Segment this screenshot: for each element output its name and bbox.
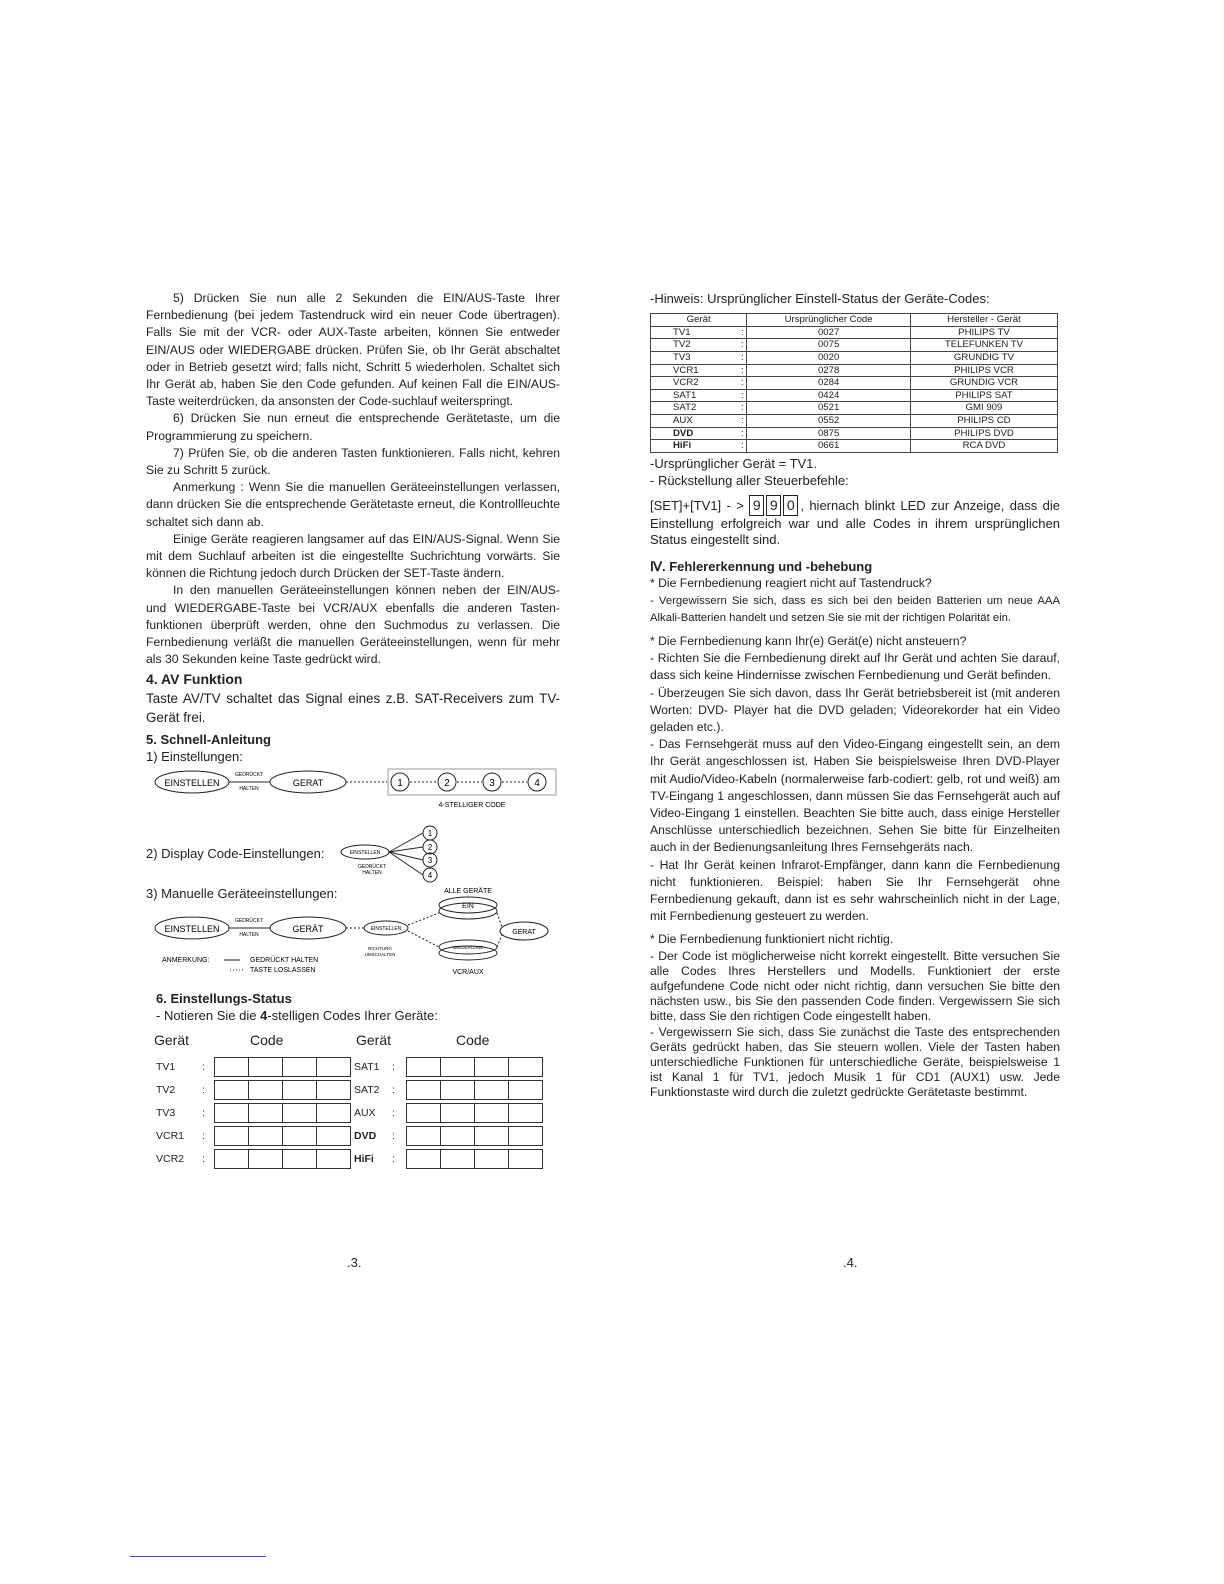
- code-box: [214, 1126, 249, 1146]
- step-3-label: 3) Manuelle Geräteeinstellungen:: [146, 886, 338, 902]
- cell-maker: PHILIPS DVD: [910, 427, 1057, 440]
- code-row: [651, 402, 1058, 415]
- code-boxes: [214, 1103, 354, 1123]
- device-label: TV2: [156, 1083, 176, 1096]
- heading-troubleshoot: Ⅳ. Fehlererkennung und -behebung: [650, 559, 873, 575]
- colon: :: [202, 1129, 205, 1142]
- code-box: [406, 1057, 441, 1077]
- th-hersteller: Hersteller - Gerät: [910, 314, 1057, 327]
- d3-ein: EIN: [462, 903, 474, 911]
- page-number-right: .4.: [843, 1255, 858, 1270]
- cell-maker: TELEFUNKEN TV: [910, 339, 1057, 352]
- code-row: [651, 377, 1058, 390]
- code-box: [214, 1057, 249, 1077]
- digit-2: 9: [766, 495, 781, 516]
- device-label: TV1: [156, 1060, 176, 1073]
- d1-n1: 1: [397, 778, 403, 790]
- code-table: [650, 313, 1058, 453]
- right-page: [650, 290, 1060, 1101]
- code-box: [248, 1103, 283, 1123]
- d3-richtung: RICHTUNG: [368, 946, 392, 952]
- code-boxes: [406, 1126, 542, 1146]
- d1-geraet: GERAT: [292, 778, 324, 789]
- cell-colon: :: [738, 339, 747, 352]
- cell-code: 0027: [747, 326, 911, 339]
- th-code: Ursprünglicher Code: [747, 314, 911, 327]
- code-box: [406, 1103, 441, 1123]
- cell-code: 0278: [747, 364, 911, 377]
- code-box: [508, 1057, 543, 1077]
- cell-maker: GMI 909: [910, 402, 1057, 415]
- code-row: [651, 364, 1058, 377]
- hdr-geraet-2: Gerät: [356, 1032, 392, 1049]
- a3a: - Der Code ist möglicherweise nicht korrekt eingestellt. Bitte versuchen Sie alle Codes Ihres Herstellers und Modells. Funktioniert der erste aufgefundene Code nicht oder nicht richtig, dann versuchen Sie bitte den nächsten usw., bis Sie den passenden Code finden. Vergewissern Sie sich bitte, dass Sie den richtigen Code eingestellt haben.: [650, 948, 1060, 1024]
- code-box: [440, 1126, 475, 1146]
- cell-code: 0661: [747, 440, 911, 453]
- cell-code: 0284: [747, 377, 911, 390]
- cell-colon: :: [738, 414, 747, 427]
- a3b: - Vergewissern Sie sich, dass Sie zunächst die Taste des entsprechenden Geräts gedrückt haben, das Sie steuern wollen. Viele der Tasten haben unterschiedliche Funktionen für unterschiedliche Geräte, beispielsweise 1 ist Kanal 1 für TV1, jedoch Musik 1 für CD1 (AUX1) usw. Jede Funktionstaste wird durch die zuletzt gedrückte Gerätetaste bestimmt.: [650, 1024, 1060, 1100]
- code-box: [316, 1080, 351, 1100]
- diagram-settings: [146, 765, 560, 825]
- d2-n2: 2: [427, 843, 433, 853]
- cell-maker: PHILIPS CD: [910, 414, 1057, 427]
- code-box: [248, 1080, 283, 1100]
- device-label: HiFi: [354, 1152, 374, 1165]
- device-label: TV3: [156, 1106, 176, 1119]
- hdr-code-2: Code: [456, 1032, 490, 1049]
- code-boxes: [406, 1149, 542, 1169]
- code-box: [248, 1057, 283, 1077]
- code-box: [508, 1149, 543, 1169]
- cell-code: 0075: [747, 339, 911, 352]
- note-1: Anmerkung : Wenn Sie die manuellen Geräteeinstellungen verlassen, dann drücken Sie die entsprechende Gerätetaste erneut, die Kontrollleuchte schaltet sich dann ab.: [146, 480, 560, 529]
- device-label: VCR2: [156, 1152, 185, 1165]
- default-device: -Ursprünglicher Gerät = TV1.: [650, 455, 818, 471]
- cell-device: VCR1: [651, 364, 739, 377]
- cell-colon: :: [738, 427, 747, 440]
- code-boxes: [406, 1103, 542, 1123]
- cell-device: TV2: [651, 339, 739, 352]
- footer-line: [130, 1556, 266, 1557]
- step-1-label: 1) Einstellungen:: [146, 748, 243, 764]
- d1-einstellen: EINSTELLEN: [164, 778, 220, 789]
- cell-maker: RCA DVD: [910, 440, 1057, 453]
- code-box: [440, 1080, 475, 1100]
- digit-1: 9: [749, 495, 764, 516]
- colon: :: [392, 1060, 395, 1073]
- code-box: [214, 1103, 249, 1123]
- code-box: [508, 1126, 543, 1146]
- cell-device: SAT2: [651, 402, 739, 415]
- colon: :: [392, 1152, 395, 1165]
- d3-anmerkung: ANMERKUNG:: [162, 957, 210, 965]
- colon: :: [392, 1106, 395, 1119]
- q3: * Die Fernbedienung funktioniert nicht richtig.: [650, 932, 894, 947]
- code-box: [474, 1057, 509, 1077]
- code-boxes: [406, 1080, 542, 1100]
- d1-n2: 2: [444, 778, 450, 790]
- cell-device: VCR2: [651, 377, 739, 390]
- cell-code: 0020: [747, 351, 911, 364]
- d3-tl: TASTE LOSLASSEN: [250, 967, 316, 975]
- d2-n1: 1: [427, 829, 433, 839]
- cell-colon: :: [738, 351, 747, 364]
- code-box: [248, 1149, 283, 1169]
- code-boxes: [214, 1080, 354, 1100]
- cell-maker: PHILIPS SAT: [910, 389, 1057, 402]
- device-label: AUX: [354, 1106, 376, 1119]
- code-box: [406, 1126, 441, 1146]
- th-geraet: Gerät: [651, 314, 747, 327]
- q2: * Die Fernbedienung kann Ihr(e) Gerät(e) nicht ansteuern?: [650, 633, 967, 648]
- reset-instruction: [SET]+[TV1] - > 9 9 0 , hiernach blinkt LED zur Anzeige, dass die Einstellung erfolgreich war und alle Codes in ihrem ursprünglichen Status eingestellt sind.: [650, 497, 1060, 548]
- status-row: [156, 1125, 560, 1148]
- colon: :: [202, 1060, 205, 1073]
- reset-label: - Rückstellung aller Steuerbefehle:: [650, 472, 849, 488]
- cell-code: 0521: [747, 402, 911, 415]
- step-5: 5) Drücken Sie nun alle 2 Sekunden die EIN/AUS-Taste Ihrer Fernbedienung (bei jedem Tastendruck wird ein neuer Code übertragen). Falls Sie mit der VCR- oder AUX-Taste arbeiten, können Sie entweder EIN/AUS oder WIEDERGABE drücken. Prüfen Sie, ob Ihr Gerät abschaltet oder in Betrieb gesetzt wird; falls nicht, Schritt 5 wiederholen. Schaltet sich Ihr Gerät ab, haben Sie den Code gefunden. Auf keinen Fall die EIN/AUS-Taste weiterdrücken, da ansonsten der Code-suchlauf weiterspringt.: [146, 291, 560, 409]
- cell-maker: GRUNDIG VCR: [910, 377, 1057, 390]
- code-box: [474, 1149, 509, 1169]
- heading-status: 6. Einstellungs-Status: [156, 991, 292, 1007]
- colon: :: [202, 1083, 205, 1096]
- cell-colon: :: [738, 364, 747, 377]
- colon: :: [202, 1152, 205, 1165]
- cell-device: DVD: [651, 427, 739, 440]
- cell-colon: :: [738, 326, 747, 339]
- code-box: [474, 1080, 509, 1100]
- status-note: - Notieren Sie die 4-stelligen Codes Ihrer Geräte:: [156, 1008, 438, 1024]
- code-box: [282, 1149, 317, 1169]
- digit-3: 0: [783, 495, 798, 516]
- heading-quick: 5. Schnell-Anleitung: [146, 731, 271, 747]
- code-box: [282, 1080, 317, 1100]
- step-6: 6) Drücken Sie nun erneut die entsprechende Gerätetaste, um die Programmierung zu speichern.: [146, 411, 560, 443]
- code-box: [316, 1057, 351, 1077]
- cell-colon: :: [738, 402, 747, 415]
- diagram-manual: [146, 885, 560, 980]
- cell-colon: :: [738, 440, 747, 453]
- code-box: [316, 1103, 351, 1123]
- heading-av: 4. AV Funktion: [146, 671, 243, 688]
- code-box: [474, 1103, 509, 1123]
- d3-umschalten: UMSCHALTEN: [364, 952, 396, 958]
- a2c: - Das Fernsehgerät muss auf den Video-Eingang eingestellt sein, an dem Ihr Gerät angeschlossen ist. Haben Sie beispielsweise Ihren DVD-Player mit Audio/Video-Kabeln (normalerweise farb-codiert: gelb, rot und weiß) am TV-Eingang 1 angeschlossen, dann müssen Sie das Fernsehgerät auch auf Video-Eingang 1 einstellen. Beachten Sie bitte auch, dass einige Hersteller Anschlüsse unterschiedlich bezeichnen. Sehen Sie bitte für Einzelheiten auch in der Bedienungsanleitung Ihres Fernsehgeräts nach.: [650, 737, 1060, 855]
- status-row: [156, 1102, 560, 1125]
- step-7: 7) Prüfen Sie, ob die anderen Tasten funktionieren. Falls nicht, kehren Sie zu Schritt 5 zurück.: [146, 445, 560, 478]
- status-row: [156, 1056, 560, 1079]
- d3-alle: ALLE GERÄTE: [444, 888, 492, 896]
- code-row: [651, 440, 1058, 453]
- cell-maker: PHILIPS TV: [910, 326, 1057, 339]
- code-row: [651, 326, 1058, 339]
- code-box: [316, 1149, 351, 1169]
- d2-n3: 3: [427, 856, 433, 866]
- cell-code: 0875: [747, 427, 911, 440]
- code-box: [316, 1126, 351, 1146]
- hdr-geraet: Gerät: [154, 1032, 190, 1049]
- page-number-left: .3.: [347, 1255, 362, 1270]
- d3-vcraux: VCR/AUX: [452, 969, 484, 977]
- code-row: [651, 389, 1058, 402]
- diagram-manual-svg: [146, 885, 560, 980]
- a2d: - Hat Ihr Gerät keinen Infrarot-Empfänger, dann kann die Fernbedienung nicht funktionieren. Beispiel: haben Sie Ihr Fernsehgerät ohne Fernbedienung gekauft, dann ist es sehr wahrscheinlich nicht in der Lage, mit Fernbedienung gesteuert zu werden.: [650, 857, 1060, 924]
- step-2-label: 2) Display Code-Einstellungen:: [146, 846, 325, 862]
- d1-n3: 3: [489, 778, 495, 790]
- code-box: [282, 1057, 317, 1077]
- code-boxes: [214, 1057, 354, 1077]
- diagram-settings-svg: [146, 765, 560, 825]
- note-2: Einige Geräte reagieren langsamer auf das EIN/AUS-Signal. Wenn Sie mit dem Suchlauf arbeiten ist die eingestellte Suchrichtung vorwärts. Sie können die Richtung jedoch durch Drücken der SET-Taste ändern.: [146, 531, 560, 581]
- status-row: [156, 1079, 560, 1102]
- code-box: [440, 1057, 475, 1077]
- code-box: [248, 1126, 283, 1146]
- d3-geraet2: GERAT: [512, 929, 536, 937]
- cell-colon: :: [738, 377, 747, 390]
- d3-einstellen: EINSTELLEN: [164, 924, 220, 935]
- code-box: [214, 1149, 249, 1169]
- cell-code: 0424: [747, 389, 911, 402]
- colon: :: [392, 1083, 395, 1096]
- a2b: - Überzeugen Sie sich davon, dass Ihr Gerät betriebsbereit ist (mit anderen Worten: DVD- Player hat die DVD geladen; Videorekorder hat ein Video geladen etc.).: [650, 685, 1060, 734]
- q1: * Die Fernbedienung reagiert nicht auf Tastendruck?: [650, 576, 932, 591]
- d1-4code: 4-STELLIGER CODE: [438, 802, 506, 810]
- d3-wiedergabe: WIEDERGABE: [452, 945, 484, 951]
- av-text: Taste AV/TV schaltet das Signal eines z.B. SAT-Receivers zum TV-Gerät frei.: [146, 690, 560, 725]
- d3-gh: GEDRÜCKT HALTEN: [250, 957, 319, 965]
- d2-n4: 4: [427, 871, 433, 881]
- a2a: - Richten Sie die Fernbedienung direkt auf Ihr Gerät und achten Sie darauf, dass sich keine Hindernisse zwischen Fernbedienung und Gerät befinden.: [650, 651, 1060, 683]
- left-page: [146, 290, 560, 1171]
- d3-halten: HALTEN: [239, 932, 259, 939]
- d2-halten: HALTEN: [362, 870, 382, 877]
- d3-einstellen2: EINSTELLEN: [370, 926, 402, 933]
- code-boxes: [406, 1057, 542, 1077]
- device-label: SAT1: [354, 1060, 380, 1073]
- d2-einstellen: EINSTELLEN: [349, 850, 381, 857]
- code-box: [282, 1103, 317, 1123]
- status-grid: [156, 1056, 560, 1171]
- device-label: SAT2: [354, 1083, 380, 1096]
- code-box: [440, 1149, 475, 1169]
- code-box: [282, 1126, 317, 1146]
- hdr-code: Code: [250, 1032, 284, 1049]
- device-label: DVD: [354, 1129, 377, 1142]
- cell-colon: :: [738, 389, 747, 402]
- a1: - Vergewissern Sie sich, dass es sich bei den beiden Batterien um neue AAA Alkali-Batterien handelt und setzen Sie sie mit der richtigen Polarität ein.: [650, 594, 1060, 624]
- colon: :: [202, 1106, 205, 1119]
- cell-device: SAT1: [651, 389, 739, 402]
- diagram-display: [146, 825, 560, 885]
- code-box: [508, 1103, 543, 1123]
- code-row: [651, 351, 1058, 364]
- code-boxes: [214, 1149, 354, 1169]
- code-box: [406, 1149, 441, 1169]
- colon: :: [392, 1129, 395, 1142]
- code-row: [651, 339, 1058, 352]
- cell-device: TV3: [651, 351, 739, 364]
- hinweis: -Hinweis: Ursprünglicher Einstell-Status der Geräte-Codes:: [650, 291, 990, 306]
- cell-device: AUX: [651, 414, 739, 427]
- status-header: [154, 1032, 560, 1049]
- code-box: [406, 1080, 441, 1100]
- code-box: [214, 1080, 249, 1100]
- code-box: [508, 1080, 543, 1100]
- device-label: VCR1: [156, 1129, 185, 1142]
- cell-maker: PHILIPS VCR: [910, 364, 1057, 377]
- d1-n4: 4: [534, 778, 540, 790]
- cell-maker: GRUNDIG TV: [910, 351, 1057, 364]
- note-3: In den manuellen Geräteeinstellungen können neben der EIN/AUS- und WIEDERGABE-Taste bei VCR/AUX ebenfalls die anderen Tasten- funktionen überprüft werden, ohne den Suchmodus zu verlassen. Die Fernbedienung verläßt die manuellen Geräteeinstellungen, wenn für mehr als 30 Sekunden keine Taste gedrückt wird.: [146, 583, 560, 667]
- code-boxes: [214, 1126, 354, 1146]
- d2-gedrueckt: GEDRÜCKT: [357, 864, 387, 871]
- d3-gedrueckt: GEDRÜCKT: [234, 918, 264, 925]
- cell-device: TV1: [651, 326, 739, 339]
- cell-device: HiFi: [651, 440, 739, 453]
- code-row: [651, 427, 1058, 440]
- code-row: [651, 414, 1058, 427]
- diagram-display-svg: [146, 825, 560, 885]
- d1-gedrueckt: GEDRÜCKT: [234, 772, 264, 779]
- code-box: [440, 1103, 475, 1123]
- d1-halten: HALTEN: [239, 786, 259, 793]
- code-box: [474, 1126, 509, 1146]
- status-row: [156, 1148, 560, 1171]
- cell-code: 0552: [747, 414, 911, 427]
- d3-geraet: GERÄT: [292, 924, 324, 935]
